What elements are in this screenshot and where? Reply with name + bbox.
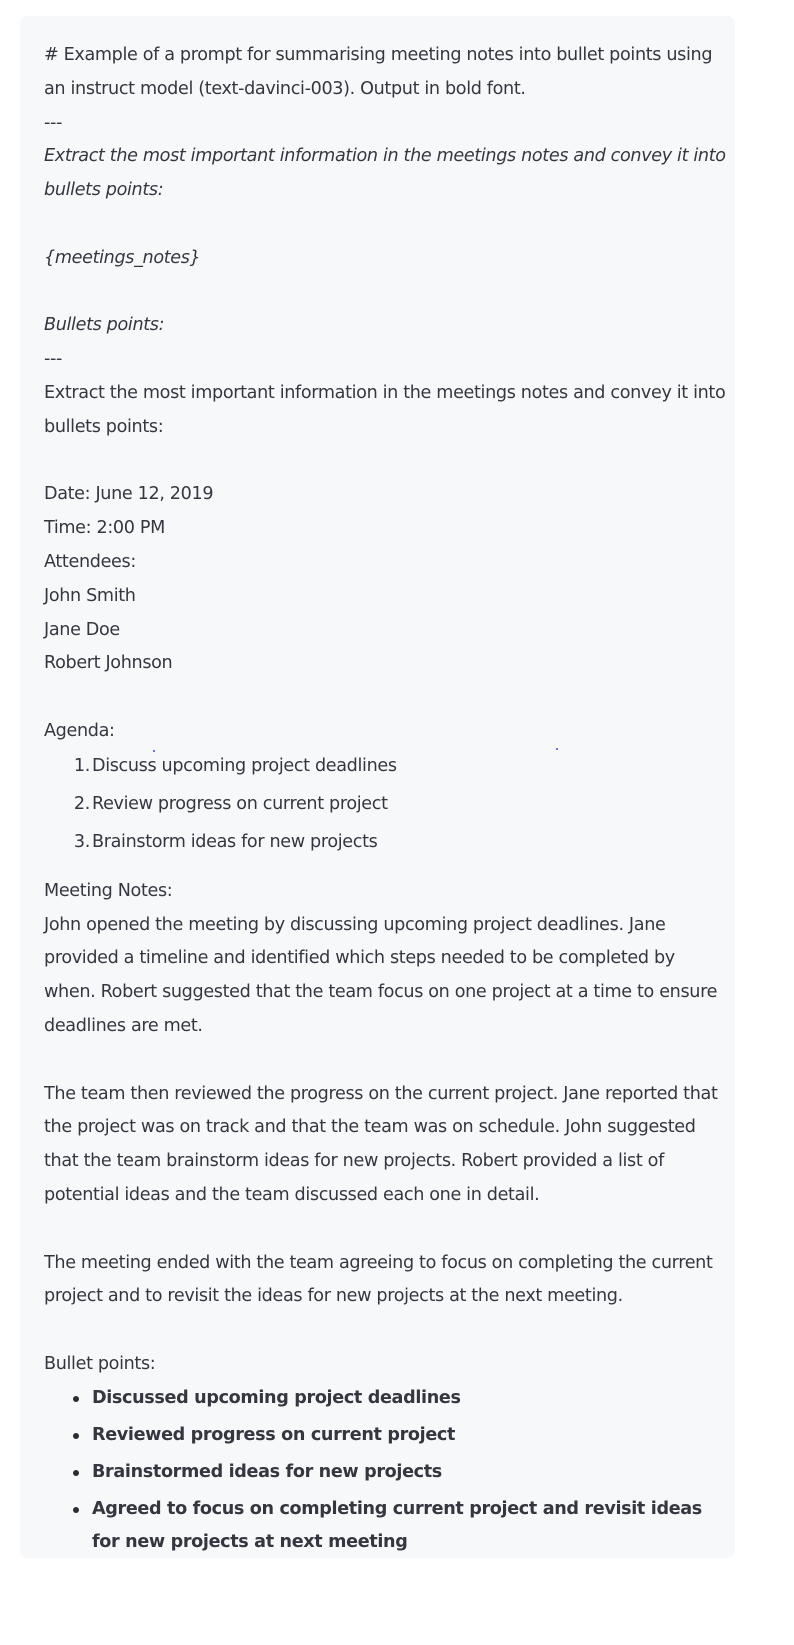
- attendees-label: Attendees:: [44, 551, 136, 572]
- attendee: Jane Doe: [44, 619, 120, 640]
- agenda-item: [44, 829, 715, 855]
- notes-paragraph-2-line: potential ideas and the team discussed each one in detail.: [44, 1184, 540, 1205]
- bullet-item-text: Brainstormed ideas for new projects: [92, 1461, 442, 1482]
- bullet-list: [44, 1382, 715, 1559]
- template-bullets-label: Bullets points:: [44, 315, 165, 336]
- agenda-item-text: Review progress on current project: [92, 793, 388, 814]
- notes-paragraph-2-line: The team then reviewed the progress on the current project. Jane reported that: [44, 1083, 718, 1104]
- bullet-item: [44, 1456, 715, 1489]
- stray-dot: [556, 748, 558, 750]
- spacer: [44, 276, 715, 310]
- bullet-item-text: Reviewed progress on current project: [92, 1424, 456, 1445]
- notes-paragraph-3-line: project and to revisit the ideas for new projects at the next meeting.: [44, 1286, 623, 1307]
- separator: ---: [44, 349, 62, 370]
- notes-paragraph-1-line: when. Robert suggested that the team focus on one project at a time to ensure: [44, 982, 718, 1003]
- agenda-list: [44, 753, 715, 855]
- template-placeholder: {meetings_notes}: [44, 247, 201, 268]
- notes-paragraph-1-line: John opened the meeting by discussing upcoming project deadlines. Jane: [44, 914, 666, 935]
- bullet-item-text: Agreed to focus on completing current project and revisit ideas for new projects at next meeting: [92, 1498, 702, 1552]
- spacer: [44, 681, 715, 715]
- meeting-date: Date: June 12, 2019: [44, 484, 214, 505]
- instruction-line-2: bullets points:: [44, 416, 164, 437]
- header-line-2: an instruct model (text-davinci-003). Output in bold font.: [44, 78, 526, 99]
- meeting-notes-label: Meeting Notes:: [44, 880, 173, 901]
- notes-paragraph-2-line: the project was on track and that the team was on schedule. John suggested: [44, 1117, 696, 1138]
- notes-paragraph-1-line: deadlines are met.: [44, 1015, 203, 1036]
- template-line-1: Extract the most important information in the meetings notes and convey it into: [44, 146, 726, 167]
- spacer: [44, 1314, 715, 1348]
- agenda-item-number: 1.: [73, 755, 90, 776]
- agenda-item: [44, 791, 715, 817]
- bullet-icon: [73, 1396, 79, 1402]
- bullet-item-text: Discussed upcoming project deadlines: [92, 1387, 461, 1408]
- agenda-item-text: Brainstorm ideas for new projects: [92, 831, 378, 852]
- bullet-item: [44, 1419, 715, 1452]
- separator: ---: [44, 112, 62, 133]
- attendee: John Smith: [44, 585, 136, 606]
- meeting-time: Time: 2:00 PM: [44, 518, 165, 539]
- attendee: Robert Johnson: [44, 653, 173, 674]
- stray-dot: [153, 750, 155, 752]
- agenda-item-number: 3.: [73, 831, 90, 852]
- instruction-line-1: Extract the most important information in the meetings notes and convey it into: [44, 382, 726, 403]
- agenda-item: [44, 753, 715, 779]
- spacer: [44, 208, 715, 242]
- spacer: [44, 867, 715, 875]
- bullet-icon: [73, 1470, 79, 1476]
- spacer: [44, 1044, 715, 1078]
- bullet-icon: [73, 1507, 79, 1513]
- agenda-item-number: 2.: [73, 793, 90, 814]
- spacer: [44, 1213, 715, 1247]
- spacer: [44, 445, 715, 479]
- notes-paragraph-1-line: provided a timeline and identified which steps needed to be completed by: [44, 948, 675, 969]
- agenda-label: Agenda:: [44, 720, 115, 741]
- notes-paragraph-3-line: The meeting ended with the team agreeing to focus on completing the current: [44, 1252, 713, 1273]
- bullet-item: [44, 1493, 715, 1559]
- template-line-2: bullets points:: [44, 180, 164, 201]
- bullet-points-label: Bullet points:: [44, 1353, 156, 1374]
- header-line-1: # Example of a prompt for summarising meeting notes into bullet points using: [44, 45, 713, 65]
- bullet-item: [44, 1382, 715, 1415]
- prompt-example-card: [20, 16, 735, 1558]
- bullet-icon: [73, 1433, 79, 1439]
- agenda-item-text: Discuss upcoming project deadlines: [92, 755, 397, 776]
- notes-paragraph-2-line: that the team brainstorm ideas for new projects. Robert provided a list of: [44, 1151, 664, 1172]
